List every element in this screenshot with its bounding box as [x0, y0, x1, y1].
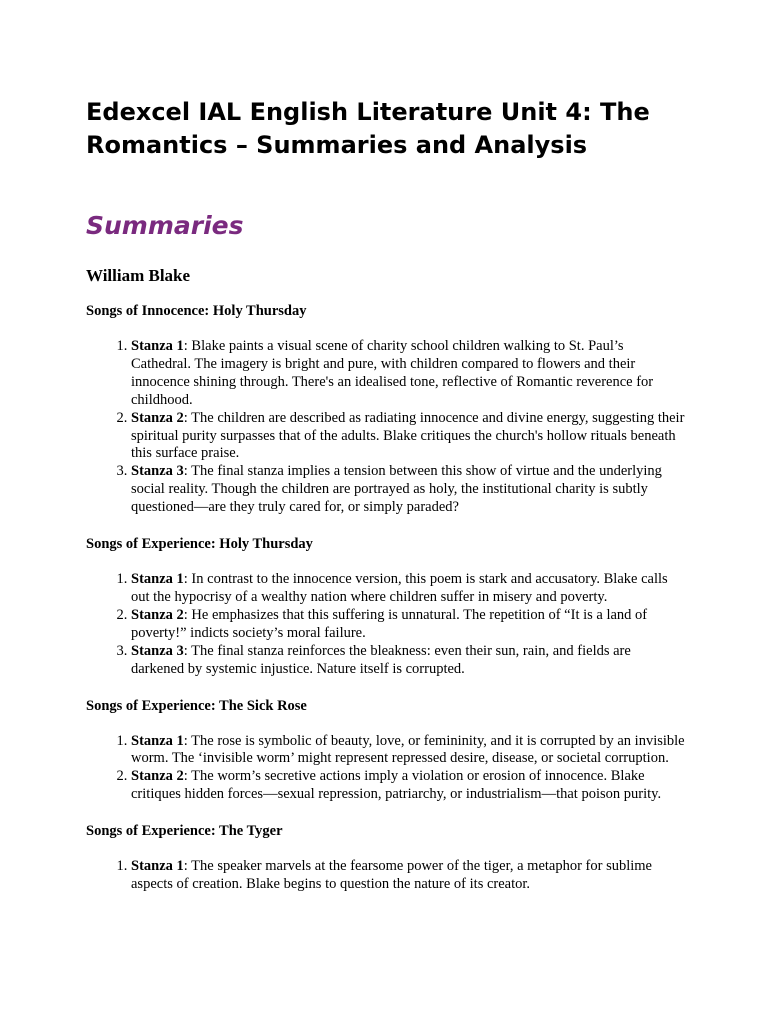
poem-title: Songs of Experience: The Tyger — [86, 823, 283, 840]
stanza-text: : In contrast to the innocence version, this poem is stark and accusatory. Blake calls out the hypocrisy of a wealthy nation where children suffer in misery and poverty. — [131, 571, 668, 605]
stanza-label: Stanza 1 — [131, 732, 184, 749]
list-item — [131, 338, 686, 410]
stanza-label: Stanza 2 — [131, 768, 184, 785]
stanza-text: : He emphasizes that this suffering is unnatural. The repetition of “It is a land of poverty!” indicts society’s moral failure. — [131, 606, 648, 641]
poem-title: Songs of Experience: Holy Thursday — [86, 536, 313, 553]
document-title: Edexcel IAL English Literature Unit 4: The Romantics – Summaries and Analysis — [86, 98, 650, 159]
stanza-label: Stanza 2 — [131, 409, 184, 426]
section-heading: Summaries — [86, 211, 244, 240]
stanza-label: Stanza 1 — [131, 571, 184, 588]
list-item — [131, 858, 686, 894]
list-item — [131, 733, 686, 769]
stanza-text: : The speaker marvels at the fearsome power of the tiger, a metaphor for sublime aspects of creation. Blake begins to question the nature of its creator. — [131, 858, 652, 893]
list-item — [131, 463, 686, 517]
stanza-text: : The rose is symbolic of beauty, love, or femininity, and it is corrupted by an invisible worm. The ‘invisible worm’ might represent repressed desire, disease, or societal corruption. — [131, 732, 685, 767]
stanza-text: : The worm’s secretive actions imply a violation or erosion of innocence. Blake critiques hidden forces—sexual repression, patriarchy, or industrialism—that poison purity. — [131, 768, 662, 803]
stanza-label: Stanza 2 — [131, 606, 184, 623]
stanza-label: Stanza 3 — [131, 463, 184, 480]
stanza-list — [86, 733, 686, 805]
stanza-text: : The final stanza implies a tension between this show of virtue and the underlying social reality. Though the children are portrayed as holy, the institutional charity is subtly questioned—are they truly cared for, or simply paraded? — [131, 463, 662, 516]
list-item — [131, 768, 686, 804]
poem-title: Songs of Innocence: Holy Thursday — [86, 303, 307, 319]
stanza-list — [86, 571, 686, 678]
list-item — [131, 410, 686, 464]
stanza-label: Stanza 1 — [131, 338, 184, 354]
document-page — [86, 96, 686, 894]
stanza-text: : The children are described as radiating innocence and divine energy, suggesting their spiritual purity surpasses that of the adults. Blake critiques the church's hollow rituals beneath this surface praise. — [131, 409, 685, 462]
stanza-list — [86, 338, 686, 517]
list-item — [131, 607, 686, 643]
author-heading: William Blake — [86, 266, 191, 285]
stanza-list — [86, 858, 686, 894]
list-item — [131, 571, 686, 607]
poem-title: Songs of Experience: The Sick Rose — [86, 697, 307, 714]
list-item — [131, 643, 686, 679]
stanza-label: Stanza 1 — [131, 858, 184, 875]
stanza-text: : The final stanza reinforces the bleakness: even their sun, rain, and fields are darkened by systemic injustice. Nature itself is corrupted. — [131, 642, 631, 677]
stanza-label: Stanza 3 — [131, 642, 184, 659]
stanza-text: : Blake paints a visual scene of charity school children walking to St. Paul’s Cathedral. The imagery is bright and pure, with children compared to flowers and their innocence shining through. There's an idealised tone, reflective of Romantic reverence for childhood. — [131, 338, 654, 408]
